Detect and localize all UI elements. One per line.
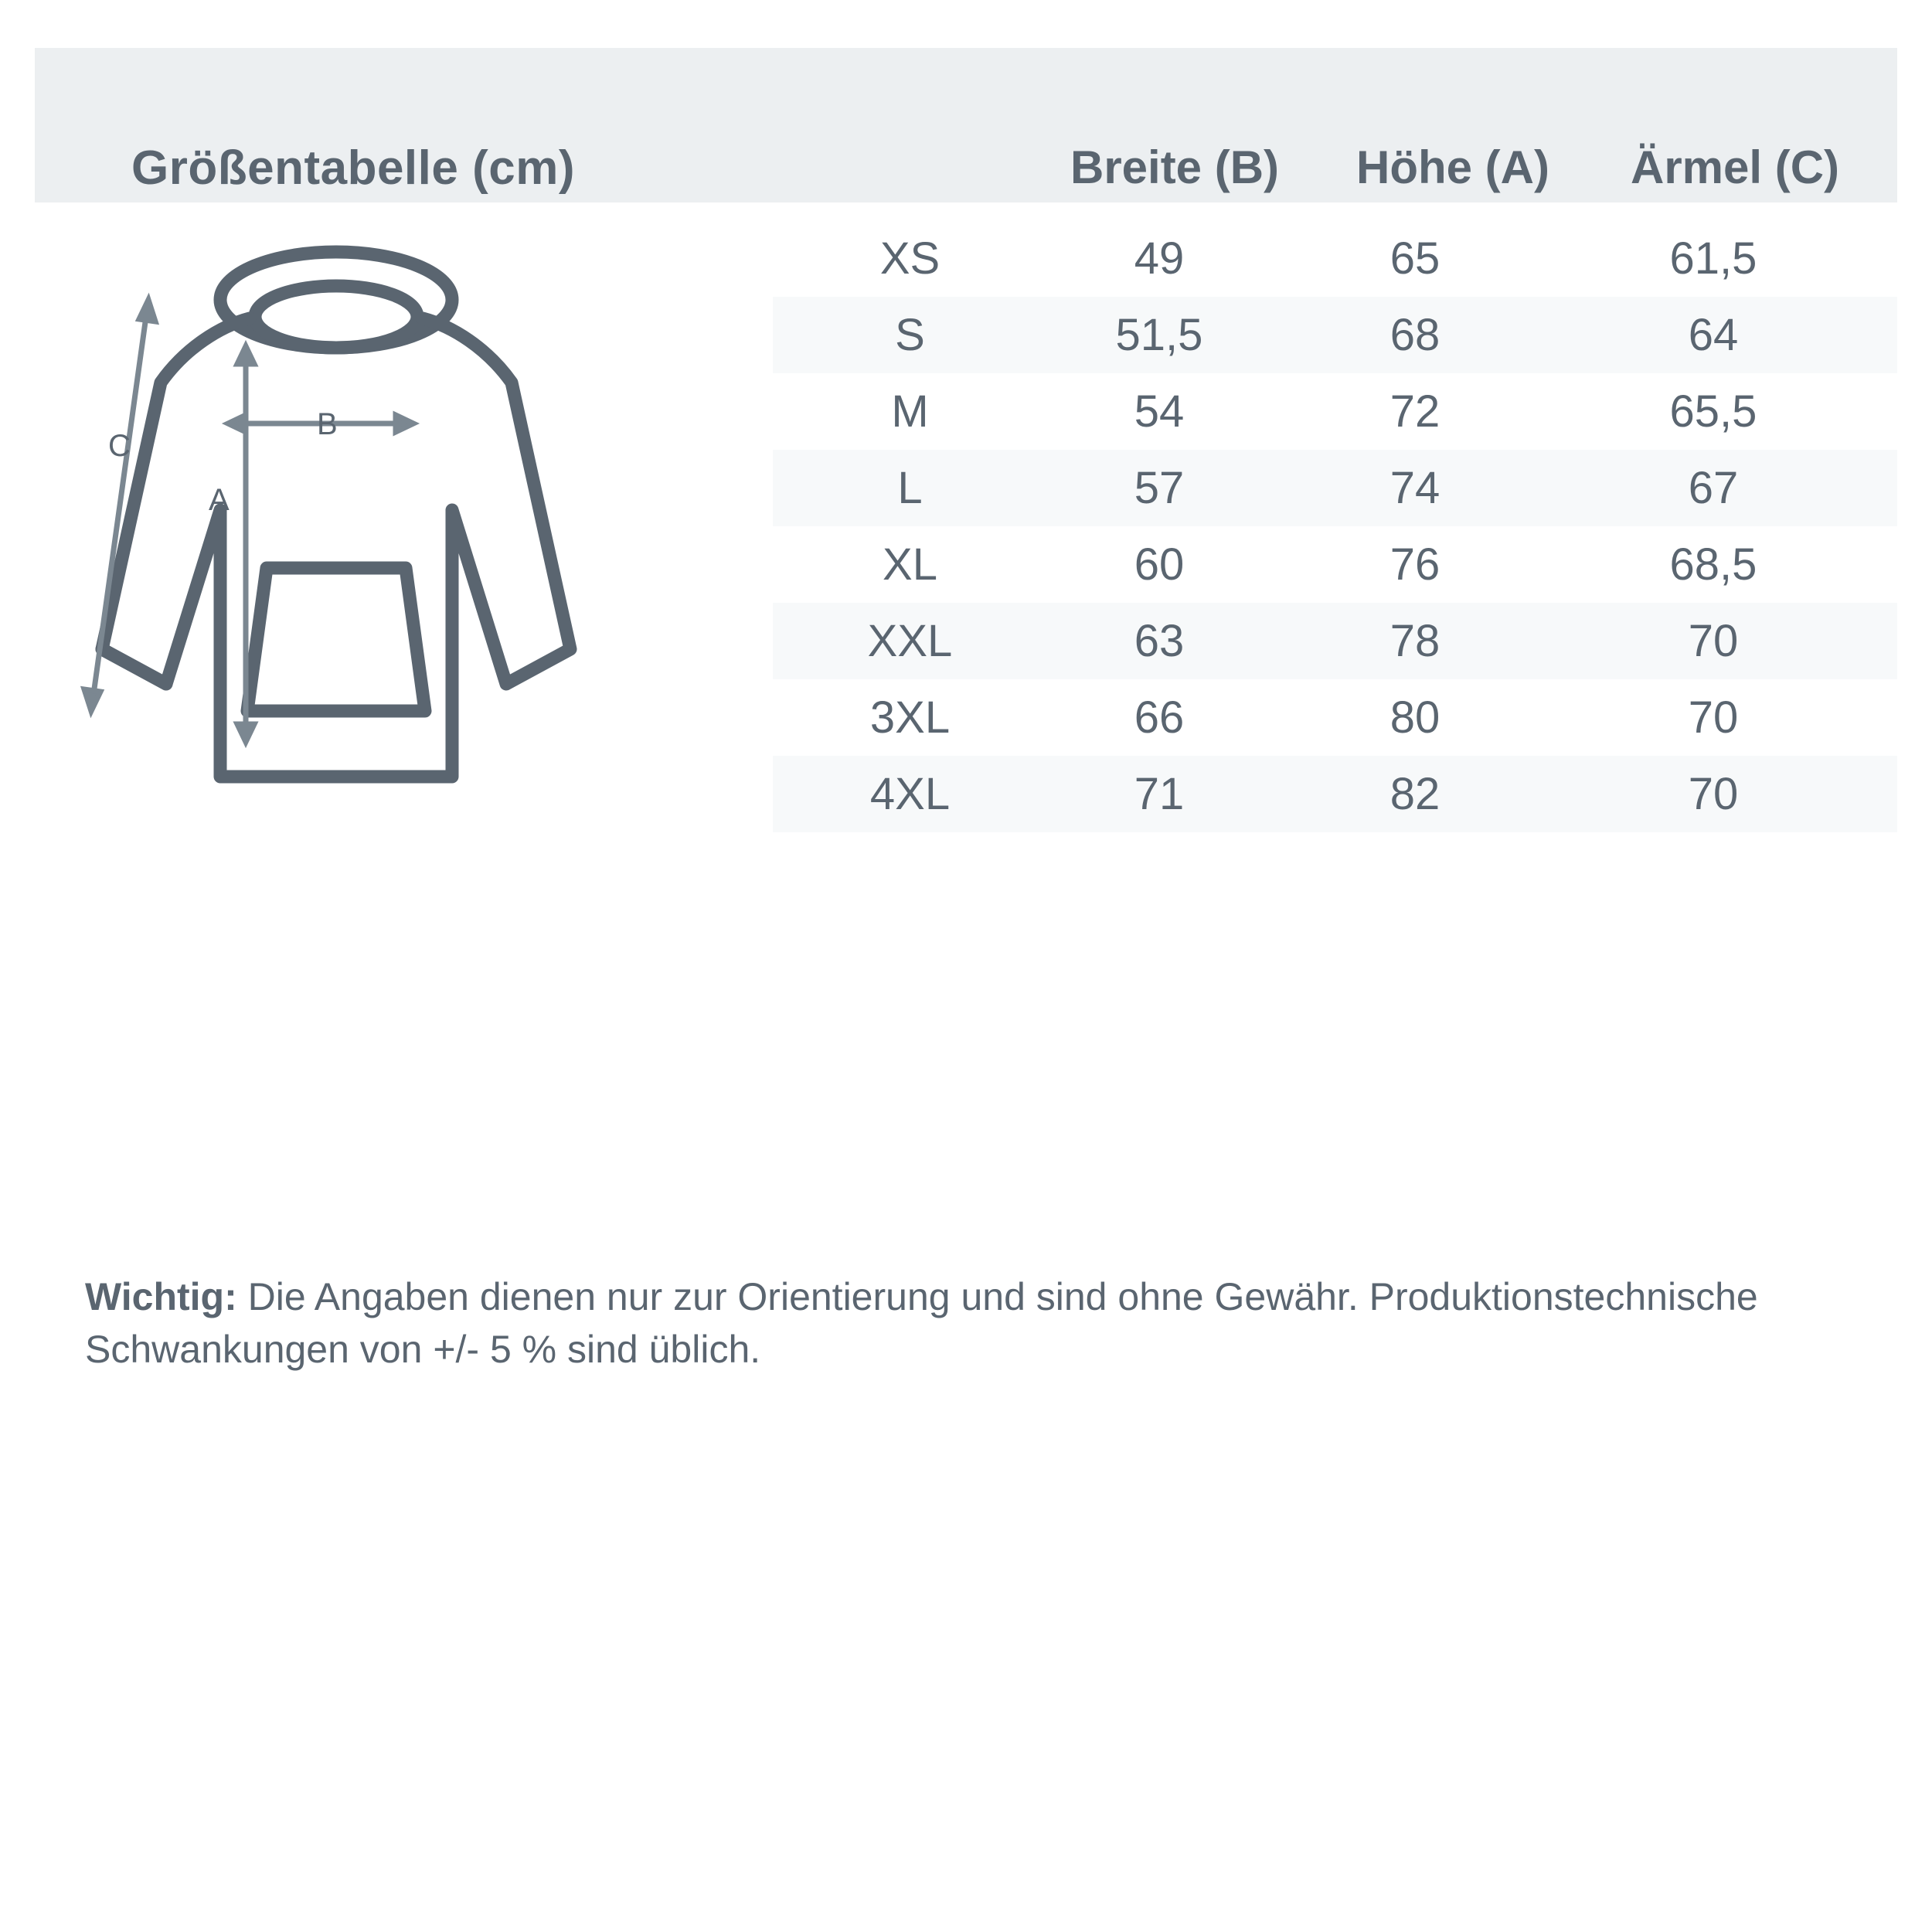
cell-breite: 54 — [1134, 386, 1185, 437]
cell-breite: 51,5 — [1115, 310, 1203, 360]
cell-aermel: 67 — [1688, 463, 1739, 513]
cell-aermel: 61,5 — [1669, 233, 1757, 284]
cell-hoehe: 72 — [1389, 386, 1440, 437]
column-headers — [1032, 141, 1882, 194]
table-row — [773, 526, 1897, 603]
cell-hoehe: 80 — [1389, 692, 1440, 743]
cell-size: M — [891, 386, 929, 437]
cell-hoehe: 65 — [1389, 233, 1440, 284]
cell-breite: 57 — [1134, 463, 1185, 513]
disclaimer-text: Die Angaben dienen nur zur Orientierung und sind ohne Gewähr. Produktionstechnische Schwankungen von +/- 5 % sind üblich. — [85, 1275, 1758, 1371]
cell-aermel: 68,5 — [1669, 539, 1757, 590]
table-row — [773, 756, 1897, 832]
cell-breite: 63 — [1134, 616, 1185, 666]
cell-size: 4XL — [869, 769, 951, 819]
cell-breite: 60 — [1134, 539, 1185, 590]
column-header-sleeve: Ärmel (C) — [1630, 141, 1840, 193]
cell-hoehe: 74 — [1389, 463, 1440, 513]
disclaimer-label: Wichtig: — [85, 1275, 237, 1318]
label-width: B — [317, 407, 338, 441]
cell-aermel: 65,5 — [1669, 386, 1757, 437]
cell-size: XL — [883, 539, 937, 590]
cell-hoehe: 68 — [1389, 310, 1440, 360]
page-title: Größentabelle (cm) — [131, 141, 575, 195]
column-header-height: Höhe (A) — [1356, 141, 1549, 193]
header-band — [35, 48, 1897, 202]
table-row — [773, 450, 1897, 526]
cell-breite: 49 — [1134, 233, 1185, 284]
cell-aermel: 70 — [1688, 769, 1739, 819]
column-header-width: Breite (B) — [1070, 141, 1280, 193]
cell-size: S — [895, 310, 925, 360]
cell-breite: 71 — [1134, 769, 1185, 819]
table-row — [773, 603, 1897, 679]
cell-size: L — [897, 463, 923, 513]
cell-size: XS — [879, 233, 940, 284]
table-row — [773, 297, 1897, 373]
cell-aermel: 70 — [1688, 692, 1739, 743]
label-sleeve: C — [108, 429, 131, 463]
label-height: A — [209, 483, 230, 517]
cell-size: 3XL — [869, 692, 951, 743]
disclaimer-note — [85, 1271, 1847, 1376]
cell-size: XXL — [867, 616, 953, 666]
table-row — [773, 220, 1897, 297]
table-row — [773, 373, 1897, 450]
cell-aermel: 64 — [1688, 310, 1739, 360]
table-row — [773, 679, 1897, 756]
cell-hoehe: 78 — [1389, 616, 1440, 666]
cell-hoehe: 76 — [1389, 539, 1440, 590]
cell-aermel: 70 — [1688, 616, 1739, 666]
cell-hoehe: 82 — [1389, 769, 1440, 819]
size-table — [773, 220, 1897, 832]
cell-breite: 66 — [1134, 692, 1185, 743]
hoodie-outline-icon — [102, 252, 570, 777]
hoodie-diagram — [62, 232, 773, 842]
